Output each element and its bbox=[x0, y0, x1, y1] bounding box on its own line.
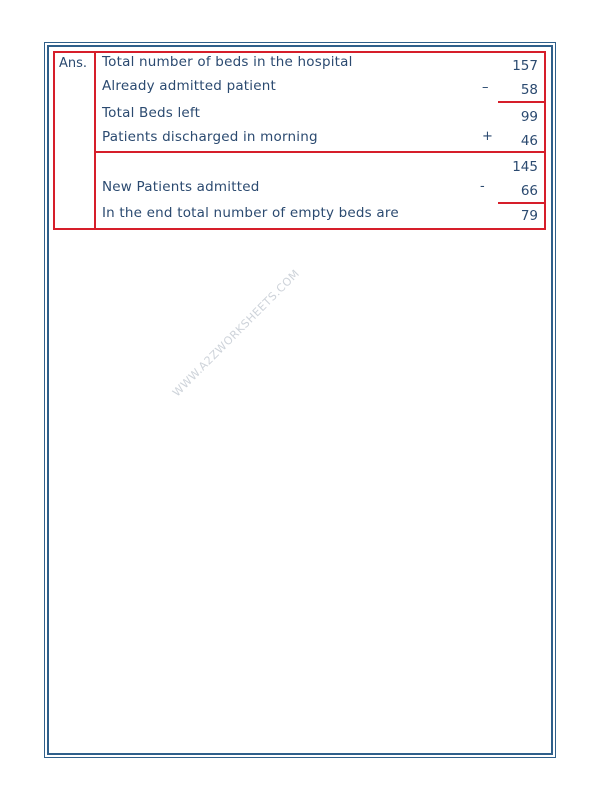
plus-operator: + bbox=[482, 129, 493, 144]
row-text-new-patients: New Patients admitted bbox=[102, 179, 260, 195]
row-value-beds-left: 99 bbox=[520, 109, 538, 125]
subtotal-line-2 bbox=[498, 202, 546, 204]
row-value-new-patients: 66 bbox=[520, 183, 538, 199]
row-text-total-beds: Total number of beds in the hospital bbox=[102, 54, 353, 70]
subtotal-line-1 bbox=[498, 101, 546, 103]
section-separator-line bbox=[96, 151, 546, 153]
row-text-discharged: Patients discharged in morning bbox=[102, 129, 318, 145]
watermark: WWW.A2ZWORKSHEETS.COM bbox=[170, 266, 303, 400]
row-value-total-beds: 157 bbox=[512, 58, 538, 74]
row-text-admitted: Already admitted patient bbox=[102, 78, 277, 94]
minus-operator: – bbox=[482, 80, 489, 95]
row-text-empty-beds: In the end total number of empty beds are bbox=[102, 205, 399, 221]
answer-divider bbox=[94, 51, 96, 230]
row-value-admitted: 58 bbox=[520, 82, 538, 98]
row-value-discharged: 46 bbox=[520, 133, 538, 149]
minus-operator-2: - bbox=[480, 179, 485, 194]
row-text-beds-left: Total Beds left bbox=[102, 105, 201, 121]
row-value-subtotal: 145 bbox=[512, 159, 538, 175]
row-value-empty-beds: 79 bbox=[520, 208, 538, 224]
answer-label: Ans. bbox=[59, 56, 88, 71]
